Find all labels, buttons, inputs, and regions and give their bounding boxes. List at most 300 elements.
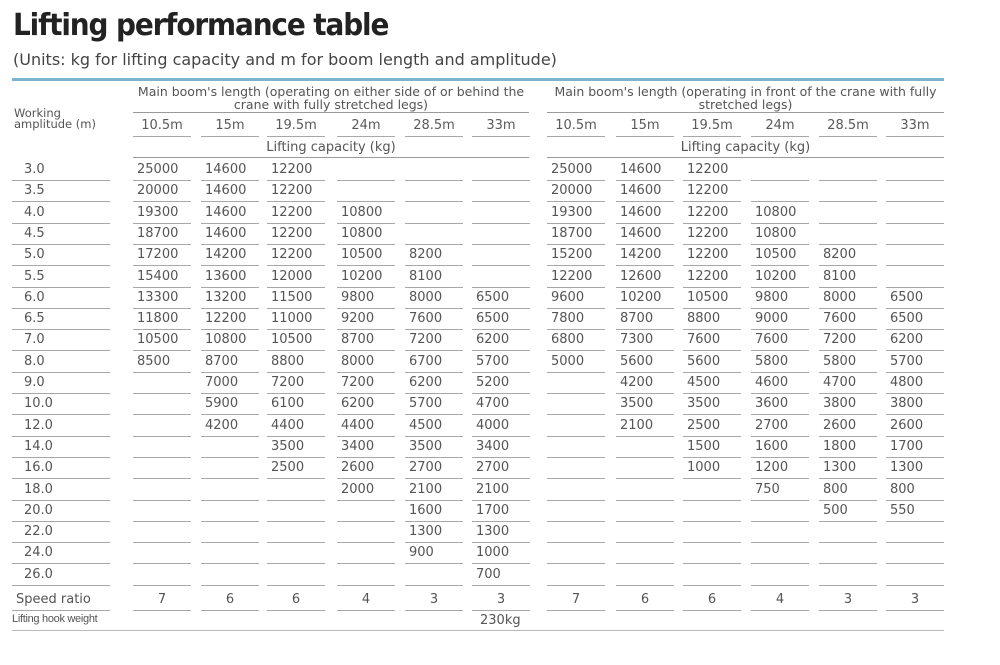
capacity-cell: 25000	[551, 162, 593, 177]
cell-rule	[267, 265, 325, 266]
amplitude-6.0: 6.0	[24, 289, 45, 305]
capacity-cell: 9800	[755, 289, 789, 305]
capacity-cell: 19300	[137, 204, 179, 220]
cell-rule	[683, 287, 741, 288]
capacity-cell: 12200	[271, 162, 313, 177]
cell-rule	[547, 521, 605, 522]
cell-rule	[819, 521, 877, 522]
cell-rule	[405, 478, 463, 479]
capacity-cell: 12200	[271, 204, 313, 220]
speed-rule	[886, 610, 944, 611]
capacity-cell: 12200	[687, 183, 729, 199]
capacity-cell: 750	[755, 481, 780, 497]
cell-rule	[267, 500, 325, 501]
cell-rule	[751, 585, 809, 586]
cell-rule	[337, 223, 395, 224]
capacity-cell: 8800	[687, 311, 721, 327]
cell-rule	[133, 521, 191, 522]
cell-rule	[405, 372, 463, 373]
cell-rule	[886, 542, 944, 543]
speed-rule	[133, 610, 191, 611]
cell-rule	[886, 372, 944, 373]
cell-rule	[337, 500, 395, 501]
cell-rule	[751, 329, 809, 330]
cell-rule	[267, 308, 325, 309]
cell-rule	[133, 393, 191, 394]
capacity-cell: 12200	[271, 183, 313, 199]
amplitude-rule	[12, 585, 110, 586]
cell-rule	[337, 393, 395, 394]
cell-rule	[133, 180, 191, 181]
cell-rule	[819, 180, 877, 181]
cell-rule	[337, 563, 395, 564]
cell-rule	[683, 457, 741, 458]
cell-rule	[547, 478, 605, 479]
cell-rule	[472, 329, 530, 330]
boom-rule	[886, 136, 944, 137]
capacity-cell: 5000	[551, 353, 585, 369]
cell-rule	[267, 393, 325, 394]
capacity-cell: 1700	[476, 502, 510, 518]
cell-rule	[337, 244, 395, 245]
amplitude-16.0: 16.0	[24, 460, 53, 476]
amplitude-12.0: 12.0	[24, 417, 53, 433]
capacity-cell: 6800	[551, 332, 585, 348]
capacity-cell: 9600	[551, 289, 585, 305]
cell-rule	[819, 244, 877, 245]
cell-rule	[472, 500, 530, 501]
cell-rule	[616, 287, 674, 288]
speed-ratio-value: 4	[775, 592, 785, 607]
boom-rule	[133, 136, 191, 137]
cell-rule	[472, 457, 530, 458]
speed-rule	[616, 610, 674, 611]
capacity-cell: 2000	[341, 481, 375, 497]
speed-rule	[201, 610, 259, 611]
cell-rule	[405, 223, 463, 224]
units-subtitle: (Units: kg for lifting capacity and m for boom length and amplitude)	[13, 50, 557, 69]
speed-ratio-value: 7	[571, 592, 581, 607]
cell-rule	[472, 393, 530, 394]
speed-ratio-value: 3	[496, 592, 506, 607]
cell-rule	[547, 414, 605, 415]
cell-rule	[683, 414, 741, 415]
boom-length-1-0: 10.5m	[555, 118, 597, 133]
speed-rule	[472, 610, 530, 611]
cell-rule	[683, 308, 741, 309]
cell-rule	[683, 521, 741, 522]
cell-rule	[472, 372, 530, 373]
cell-rule	[405, 393, 463, 394]
cell-rule	[751, 265, 809, 266]
cell-rule	[133, 457, 191, 458]
cell-rule	[886, 500, 944, 501]
cell-rule	[337, 436, 395, 437]
cell-rule	[201, 414, 259, 415]
capacity-cell: 1200	[755, 460, 789, 476]
speed-ratio-value: 6	[640, 592, 650, 607]
cell-rule	[683, 500, 741, 501]
cell-rule	[751, 478, 809, 479]
capacity-cell: 7600	[755, 332, 789, 348]
cell-rule	[819, 393, 877, 394]
cell-rule	[133, 201, 191, 202]
capacity-cell: 2500	[687, 417, 721, 433]
cell-rule	[819, 478, 877, 479]
boom-length-0-1: 15m	[215, 118, 245, 133]
capacity-cell: 3500	[409, 438, 443, 454]
capacity-label-side-rear: Lifting capacity (kg)	[133, 140, 529, 158]
capacity-cell: 7800	[551, 311, 585, 327]
cell-rule	[201, 521, 259, 522]
amplitude-8.0: 8.0	[24, 353, 45, 369]
capacity-label-front: Lifting capacity (kg)	[547, 140, 944, 158]
capacity-cell: 10200	[620, 289, 662, 305]
cell-rule	[201, 180, 259, 181]
cell-rule	[886, 436, 944, 437]
cell-rule	[751, 393, 809, 394]
cell-rule	[547, 457, 605, 458]
cell-rule	[337, 350, 395, 351]
speed-ratio-value: 6	[291, 592, 301, 607]
cell-rule	[819, 372, 877, 373]
cell-rule	[201, 329, 259, 330]
capacity-cell: 8100	[823, 268, 857, 284]
row-header-working-amplitude: Working amplitude (m)	[14, 106, 96, 131]
capacity-cell: 1800	[823, 438, 857, 454]
capacity-cell: 12600	[620, 268, 662, 284]
cell-rule	[547, 265, 605, 266]
cell-rule	[683, 223, 741, 224]
cell-rule	[683, 585, 741, 586]
cell-rule	[683, 329, 741, 330]
capacity-cell: 2700	[409, 460, 443, 476]
boom-length-0-3: 24m	[351, 118, 381, 133]
cell-rule	[472, 563, 530, 564]
amplitude-rule	[12, 350, 110, 351]
capacity-cell: 4000	[476, 417, 510, 433]
boom-rule	[616, 136, 674, 137]
capacity-cell: 18700	[551, 225, 593, 241]
capacity-cell: 3800	[890, 396, 924, 412]
capacity-cell: 14600	[205, 204, 247, 220]
cell-rule	[547, 563, 605, 564]
speed-ratio-value: 6	[225, 592, 235, 607]
cell-rule	[337, 265, 395, 266]
boom-length-0-0: 10.5m	[141, 118, 183, 133]
capacity-cell: 5600	[620, 353, 654, 369]
boom-length-1-3: 24m	[765, 118, 795, 133]
cell-rule	[201, 223, 259, 224]
cell-rule	[819, 457, 877, 458]
capacity-cell: 14200	[205, 247, 247, 263]
capacity-cell: 4200	[620, 375, 654, 390]
capacity-cell: 6100	[271, 396, 305, 412]
capacity-cell: 8700	[620, 311, 654, 327]
cell-rule	[547, 393, 605, 394]
capacity-cell: 5900	[205, 396, 239, 412]
cell-rule	[337, 457, 395, 458]
cell-rule	[405, 585, 463, 586]
amplitude-rule	[12, 478, 110, 479]
cell-rule	[616, 329, 674, 330]
cell-rule	[201, 457, 259, 458]
cell-rule	[886, 457, 944, 458]
cell-rule	[267, 223, 325, 224]
cell-rule	[683, 563, 741, 564]
cell-rule	[472, 201, 530, 202]
cell-rule	[616, 372, 674, 373]
page-title: Lifting performance table	[13, 8, 389, 43]
capacity-cell: 13300	[137, 289, 179, 305]
cell-rule	[405, 563, 463, 564]
capacity-cell: 2100	[476, 481, 510, 497]
cell-rule	[616, 308, 674, 309]
capacity-cell: 10500	[755, 247, 797, 263]
capacity-cell: 4600	[755, 375, 789, 390]
cell-rule	[133, 244, 191, 245]
cell-rule	[683, 201, 741, 202]
amplitude-rule	[12, 414, 110, 415]
capacity-cell: 7200	[823, 332, 857, 348]
cell-rule	[547, 180, 605, 181]
cell-rule	[472, 478, 530, 479]
cell-rule	[267, 372, 325, 373]
capacity-cell: 25000	[137, 162, 179, 177]
capacity-cell: 5700	[890, 353, 924, 369]
cell-rule	[751, 500, 809, 501]
cell-rule	[201, 372, 259, 373]
cell-rule	[133, 329, 191, 330]
capacity-cell: 20000	[551, 183, 593, 199]
hook-weight-label: Lifting hook weight	[12, 613, 98, 625]
capacity-cell: 2600	[890, 417, 924, 433]
cell-rule	[886, 287, 944, 288]
cell-rule	[405, 180, 463, 181]
hook-weight-value: 230kg	[480, 613, 521, 628]
boom-rule	[819, 136, 877, 137]
cell-rule	[405, 329, 463, 330]
capacity-cell: 6200	[409, 375, 443, 390]
boom-rule	[337, 136, 395, 137]
boom-rule	[267, 136, 325, 137]
capacity-cell: 10800	[205, 332, 247, 348]
cell-rule	[751, 308, 809, 309]
cell-rule	[201, 350, 259, 351]
speed-ratio-value: 6	[707, 592, 717, 607]
capacity-cell: 10200	[341, 268, 383, 284]
speed-rule	[751, 610, 809, 611]
capacity-cell: 5800	[823, 353, 857, 369]
cell-rule	[133, 585, 191, 586]
cell-rule	[819, 201, 877, 202]
cell-rule	[886, 350, 944, 351]
cell-rule	[133, 265, 191, 266]
capacity-cell: 4700	[476, 396, 510, 412]
cell-rule	[616, 393, 674, 394]
cell-rule	[616, 265, 674, 266]
capacity-cell: 7600	[409, 311, 443, 327]
cell-rule	[337, 308, 395, 309]
capacity-cell: 2700	[755, 417, 789, 433]
capacity-cell: 12000	[271, 268, 313, 284]
capacity-cell: 2600	[341, 460, 375, 476]
amplitude-5.0: 5.0	[24, 247, 45, 263]
speed-ratio-value: 7	[157, 592, 167, 607]
capacity-cell: 14600	[205, 183, 247, 199]
cell-rule	[267, 585, 325, 586]
cell-rule	[337, 329, 395, 330]
capacity-cell: 1300	[476, 524, 510, 540]
cell-rule	[616, 201, 674, 202]
capacity-cell: 3600	[755, 396, 789, 412]
cell-rule	[547, 372, 605, 373]
amplitude-26.0: 26.0	[24, 566, 53, 582]
capacity-cell: 6500	[890, 289, 924, 305]
capacity-cell: 15200	[551, 247, 593, 263]
amplitude-rule	[12, 287, 110, 288]
boom-length-1-1: 15m	[630, 118, 660, 133]
capacity-cell: 7200	[271, 375, 305, 390]
cell-rule	[547, 201, 605, 202]
cell-rule	[337, 585, 395, 586]
capacity-cell: 500	[823, 502, 848, 518]
cell-rule	[201, 265, 259, 266]
cell-rule	[886, 308, 944, 309]
capacity-cell: 18700	[137, 225, 179, 241]
capacity-cell: 8000	[409, 289, 443, 305]
cell-rule	[683, 372, 741, 373]
capacity-cell: 4200	[205, 417, 239, 433]
cell-rule	[472, 180, 530, 181]
boom-rule	[547, 136, 605, 137]
cell-rule	[886, 180, 944, 181]
capacity-cell: 8700	[205, 353, 239, 369]
cell-rule	[547, 585, 605, 586]
cell-rule	[337, 542, 395, 543]
capacity-cell: 14600	[205, 225, 247, 241]
cell-rule	[683, 244, 741, 245]
cell-rule	[819, 223, 877, 224]
capacity-cell: 20000	[137, 183, 179, 199]
cell-rule	[886, 478, 944, 479]
cell-rule	[267, 329, 325, 330]
cell-rule	[267, 180, 325, 181]
cell-rule	[751, 521, 809, 522]
cell-rule	[751, 542, 809, 543]
cell-rule	[133, 350, 191, 351]
cell-rule	[133, 287, 191, 288]
capacity-cell: 4400	[271, 417, 305, 433]
capacity-cell: 12200	[687, 247, 729, 263]
cell-rule	[405, 308, 463, 309]
capacity-cell: 1000	[687, 460, 721, 476]
header-divider	[12, 78, 944, 81]
cell-rule	[683, 180, 741, 181]
capacity-cell: 6200	[476, 332, 510, 348]
amplitude-rule	[12, 308, 110, 309]
amplitude-rule	[12, 265, 110, 266]
cell-rule	[472, 414, 530, 415]
cell-rule	[886, 265, 944, 266]
cell-rule	[133, 372, 191, 373]
amplitude-4.5: 4.5	[24, 225, 45, 241]
cell-rule	[472, 350, 530, 351]
capacity-cell: 13200	[205, 289, 247, 305]
capacity-cell: 9000	[755, 311, 789, 327]
cell-rule	[472, 308, 530, 309]
capacity-cell: 12200	[687, 204, 729, 220]
boom-rule	[751, 136, 809, 137]
cell-rule	[683, 542, 741, 543]
speed-rule	[267, 610, 325, 611]
boom-length-1-4: 28.5m	[827, 118, 869, 133]
cell-rule	[267, 414, 325, 415]
cell-rule	[616, 521, 674, 522]
speed-rule	[337, 610, 395, 611]
capacity-cell: 6200	[890, 332, 924, 348]
capacity-cell: 3400	[476, 438, 510, 454]
group-heading-side-rear: Main boom's length (operating on either side of or behind the crane with fully stretched legs)	[133, 85, 529, 113]
capacity-cell: 15400	[137, 268, 179, 284]
speed-rule	[405, 610, 463, 611]
cell-rule	[133, 563, 191, 564]
amplitude-rule	[12, 180, 110, 181]
capacity-cell: 10800	[341, 204, 383, 220]
cell-rule	[201, 542, 259, 543]
capacity-cell: 1600	[409, 502, 443, 518]
cell-rule	[267, 436, 325, 437]
cell-rule	[267, 478, 325, 479]
capacity-cell: 550	[890, 502, 915, 518]
capacity-cell: 6500	[476, 311, 510, 327]
cell-rule	[751, 180, 809, 181]
cell-rule	[267, 521, 325, 522]
capacity-cell: 2100	[409, 481, 443, 497]
cell-rule	[886, 201, 944, 202]
boom-rule	[472, 136, 530, 137]
cell-rule	[616, 457, 674, 458]
cell-rule	[616, 180, 674, 181]
boom-rule	[683, 136, 741, 137]
boom-length-0-4: 28.5m	[413, 118, 455, 133]
speed-ratio-value: 3	[429, 592, 439, 607]
capacity-cell: 6200	[341, 396, 375, 412]
cell-rule	[405, 414, 463, 415]
cell-rule	[819, 500, 877, 501]
cell-rule	[547, 244, 605, 245]
cell-rule	[819, 585, 877, 586]
capacity-cell: 4500	[687, 375, 721, 390]
capacity-cell: 10800	[755, 204, 797, 220]
cell-rule	[751, 436, 809, 437]
capacity-cell: 8000	[341, 353, 375, 369]
cell-rule	[616, 563, 674, 564]
capacity-cell: 4800	[890, 375, 924, 390]
speed-ratio-label: Speed ratio	[16, 592, 91, 607]
speed-ratio-value: 3	[843, 592, 853, 607]
capacity-cell: 3500	[620, 396, 654, 412]
cell-rule	[267, 201, 325, 202]
cell-rule	[886, 585, 944, 586]
capacity-cell: 12200	[687, 225, 729, 241]
cell-rule	[819, 563, 877, 564]
cell-rule	[819, 329, 877, 330]
capacity-cell: 5700	[476, 353, 510, 369]
cell-rule	[405, 436, 463, 437]
amplitude-rule	[12, 223, 110, 224]
amplitude-24.0: 24.0	[24, 545, 53, 561]
